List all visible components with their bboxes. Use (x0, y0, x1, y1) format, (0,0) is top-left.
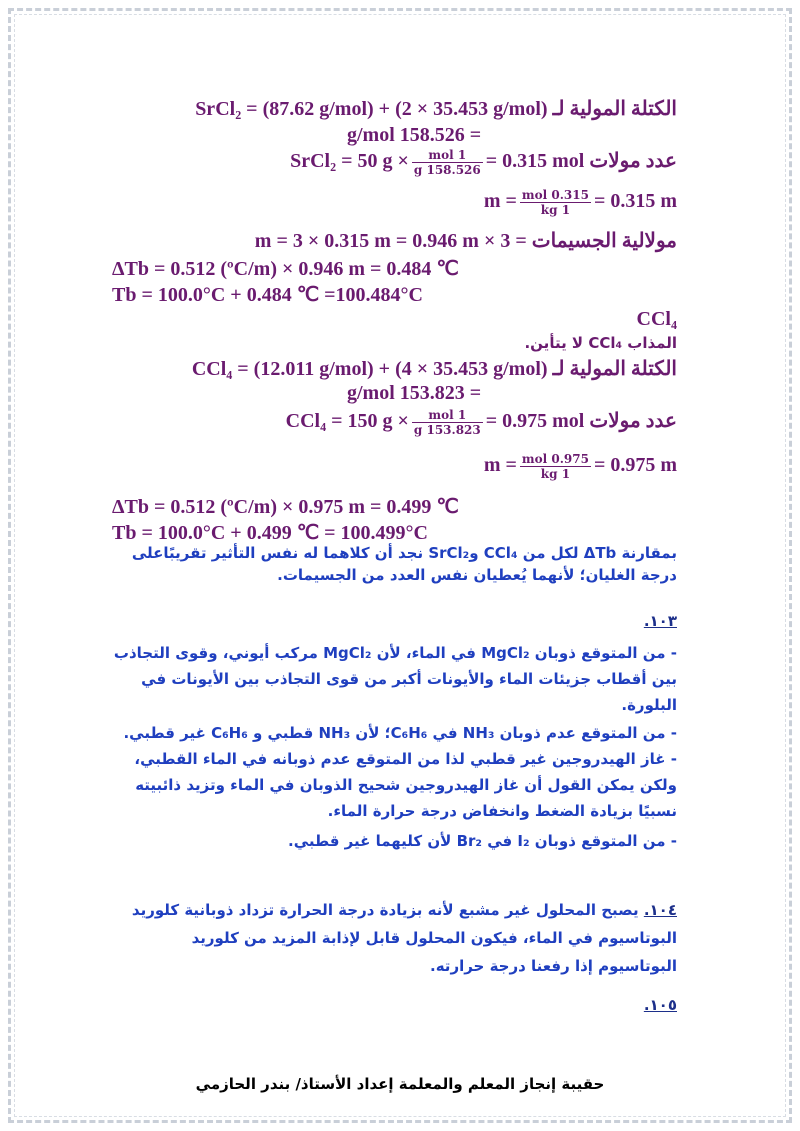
srcl2-molality-lhs: m = (483, 190, 517, 212)
q103-bullet-2-text: من المتوقع عدم ذوبان NH₃ في C₆H₆؛ لأن NH₃ قطبي و C₆H₆ غير قطبي. (123, 724, 666, 742)
srcl2-molality-result: = 0.315 m (593, 190, 677, 212)
ccl4-molality-lhs: m = (483, 454, 517, 476)
srcl2-molality-num: 0.315 mol (521, 188, 589, 202)
ccl4-molar-mass-line1: الكتلة المولية لـ CCl₄ = (12.011 g/mol) + (4 × 35.453 g/mol) (191, 358, 677, 380)
ccl4-heading: CCl₄ (636, 308, 677, 330)
q103-bullet-1: - من المتوقع ذوبان MgCl₂ في الماء، لأن MgCl₂ مركب أيوني، وقوى التجاذب بين أقطاب جزيئات الماء والأيونات أكبر من قوى التجاذب بين الأيونات في البلورة. (113, 644, 677, 714)
ccl4-molality-den: 1 kg (540, 467, 571, 481)
ccl4-moles-den: 153.823 g (413, 423, 481, 437)
ccl4-molality-fraction (520, 452, 591, 481)
srcl2-molar-mass-line1 (195, 96, 677, 121)
srcl2-particles-line: مولالية الجسيمات = 3 × m = 3 × 0.315 m = 0.946 m (254, 230, 677, 252)
srcl2-molar-mass-line2: = 158.526 g/mol (347, 124, 482, 146)
page-footer: حقيبة إنجاز المعلم والمعلمة إعداد الأستاذ/ بندر الحازمي (195, 1075, 605, 1093)
q103-number: ١٠٣. (643, 612, 677, 630)
srcl2-delta-tb: ΔTb = 0.512 (ºC/m) × 0.946 m = 0.484 ℃ (112, 258, 459, 280)
ccl4-tb: Tb = 100.0°C + 0.499 ℃ = 100.499°C (112, 522, 428, 544)
srcl2-molar-mass-text: الكتلة المولية لـ SrCl₂ = (87.62 g/mol) + (2 × 35.453 g/mol) (195, 98, 677, 120)
srcl2-moles-fraction (412, 148, 483, 177)
ccl4-moles-fraction (412, 408, 483, 437)
document-body (112, 96, 677, 1036)
ccl4-moles-num: 1 mol (412, 408, 483, 423)
q103-bullet-1-text: من المتوقع ذوبان MgCl₂ في الماء، لأن MgCl₂ مركب أيوني، وقوى التجاذب بين أقطاب جزيئات الماء والأيونات أكبر من قوى التجاذب بين الأيونات في البلورة. (113, 644, 677, 714)
ccl4-moles-label: عدد مولات CCl₄ = 150 g × (285, 410, 677, 432)
q105-number: ١٠٥. (643, 996, 677, 1014)
srcl2-molality-den: 1 kg (540, 203, 571, 217)
ccl4-molality-num: 0.975 mol (521, 452, 589, 466)
srcl2-moles-result: = 0.315 mol (485, 150, 585, 172)
q103-bullet-2: - من المتوقع عدم ذوبان NH₃ في C₆H₆؛ لأن NH₃ قطبي و C₆H₆ غير قطبي. (123, 724, 677, 742)
q103-bullet-4-text: من المتوقع ذوبان I₂ في Br₂ لأن كليهما غير قطبي. (288, 832, 666, 850)
ccl4-note: المذاب CCl₄ لا يتأين. (524, 334, 677, 352)
srcl2-moles-line (290, 148, 677, 177)
ccl4-comparison: بمقارنة ΔTb لكل من CCl₄ وSrCl₂ نجد أن كلاهما له نفس التأثير تقريبًاعلى درجة الغليان؛ لأنهما يُعطيان نفس العدد من الجسيمات. (131, 544, 677, 584)
q103-bullet-4: - من المتوقع ذوبان I₂ في Br₂ لأن كليهما غير قطبي. (288, 832, 677, 850)
ccl4-molality-line (484, 452, 677, 481)
srcl2-moles-num: 1 mol (412, 148, 483, 163)
ccl4-moles-result: = 0.975 mol (485, 410, 585, 432)
ccl4-molar-mass-line2: = 153.823 g/mol (347, 382, 482, 404)
srcl2-molality-fraction (520, 188, 591, 217)
q103-bullet-3-text: غاز الهيدروجين غير قطبي لذا من المتوقع عدم ذوبانه في الماء القطبي، ولكن يمكن القول أن غاز الهيدروجين شحيح الذوبان في الماء وتزيد ذائبيته نسبيًا بزيادة الضغط وانخفاض درجة حرارة الماء. (134, 750, 677, 820)
srcl2-moles-label: عدد مولات SrCl₂ = 50 g × (290, 150, 677, 172)
srcl2-molality-line (484, 188, 677, 217)
srcl2-moles-den: 158.526 g (413, 163, 481, 177)
q104-number: ١٠٤. (643, 901, 677, 919)
srcl2-tb: Tb = 100.0°C + 0.484 ℃ =100.484°C (112, 284, 423, 306)
ccl4-delta-tb: ΔTb = 0.512 (ºC/m) × 0.975 m = 0.499 ℃ (112, 496, 459, 518)
q104-text: يصبح المحلول غير مشبع لأنه بزيادة درجة الحرارة تزداد ذوبانية كلوريد البوتاسيوم في الماء، فيكون المحلول قابل لإذابة المزيد من كلوريد البوتاسيوم إذا رفعنا درجة حرارته. (131, 901, 677, 975)
ccl4-molality-result: = 0.975 m (593, 454, 677, 476)
ccl4-moles-line (286, 408, 677, 437)
q103-bullet-3: - غاز الهيدروجين غير قطبي لذا من المتوقع عدم ذوبانه في الماء القطبي، ولكن يمكن القول أن غاز الهيدروجين شحيح الذوبان في الماء وتزيد ذائبيته نسبيًا بزيادة الضغط وانخفاض درجة حرارة الماء. (134, 750, 677, 820)
q104-paragraph (117, 896, 677, 980)
